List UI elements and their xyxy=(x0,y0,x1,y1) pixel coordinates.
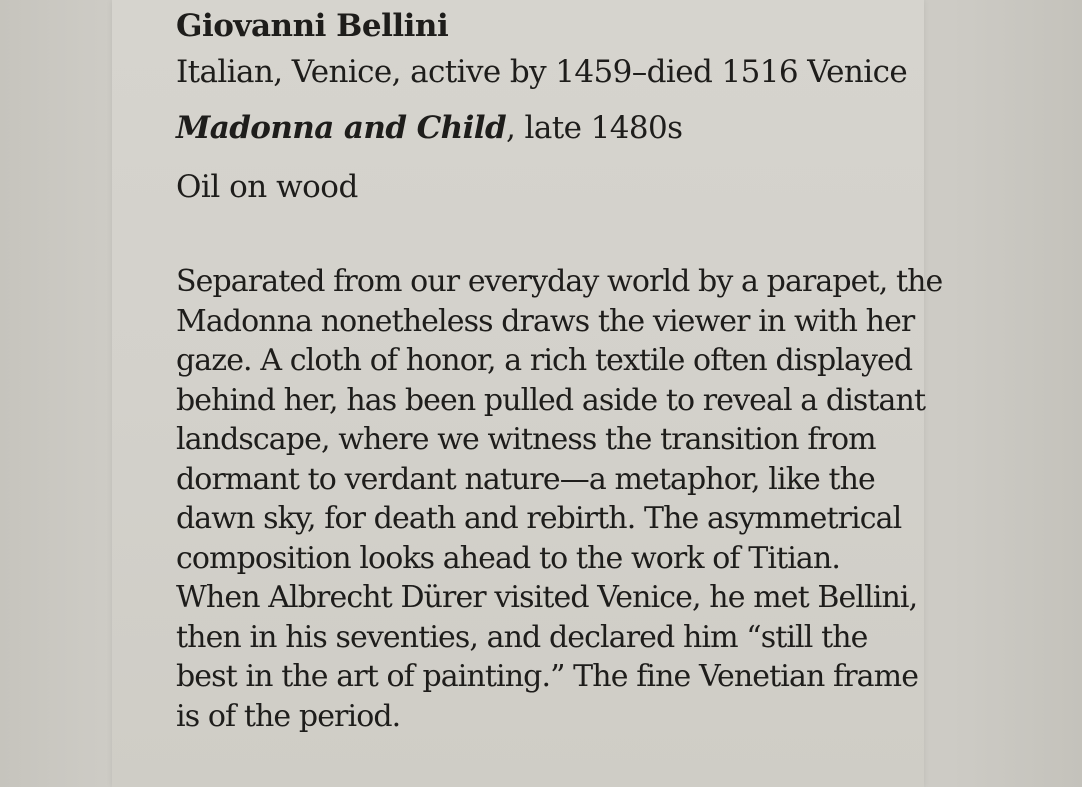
artwork-title-line xyxy=(176,110,682,146)
description-line: composition looks ahead to the work of Titian. xyxy=(176,540,840,576)
artwork-date: , late 1480s xyxy=(506,110,683,146)
artwork-description xyxy=(176,262,942,736)
description-line: is of the period. xyxy=(176,698,401,734)
artist-nationality-dates: Italian, Venice, active by 1459–died 1516 Venice xyxy=(176,54,908,90)
artwork-medium: Oil on wood xyxy=(176,169,358,205)
description-line: landscape, where we witness the transition from xyxy=(176,422,876,457)
description-line: gaze. A cloth of honor, a rich textile often displayed xyxy=(176,343,913,378)
description-line: then in his seventies, and declared him “still the xyxy=(176,619,868,655)
artist-name: Giovanni Bellini xyxy=(176,8,449,44)
description-line: When Albrecht Dürer visited Venice, he met Bellini, xyxy=(176,580,918,615)
artwork-title: Madonna and Child xyxy=(176,110,507,146)
description-line: dormant to verdant nature—a metaphor, like the xyxy=(176,461,875,497)
description-line: best in the art of painting.” The fine Venetian frame xyxy=(176,659,919,694)
description-line: Separated from our everyday world by a parapet, the xyxy=(176,264,943,299)
description-line: dawn sky, for death and rebirth. The asymmetrical xyxy=(176,501,902,536)
description-line: Madonna nonetheless draws the viewer in with her xyxy=(176,303,915,339)
description-line: behind her, has been pulled aside to reveal a distant xyxy=(176,382,926,418)
